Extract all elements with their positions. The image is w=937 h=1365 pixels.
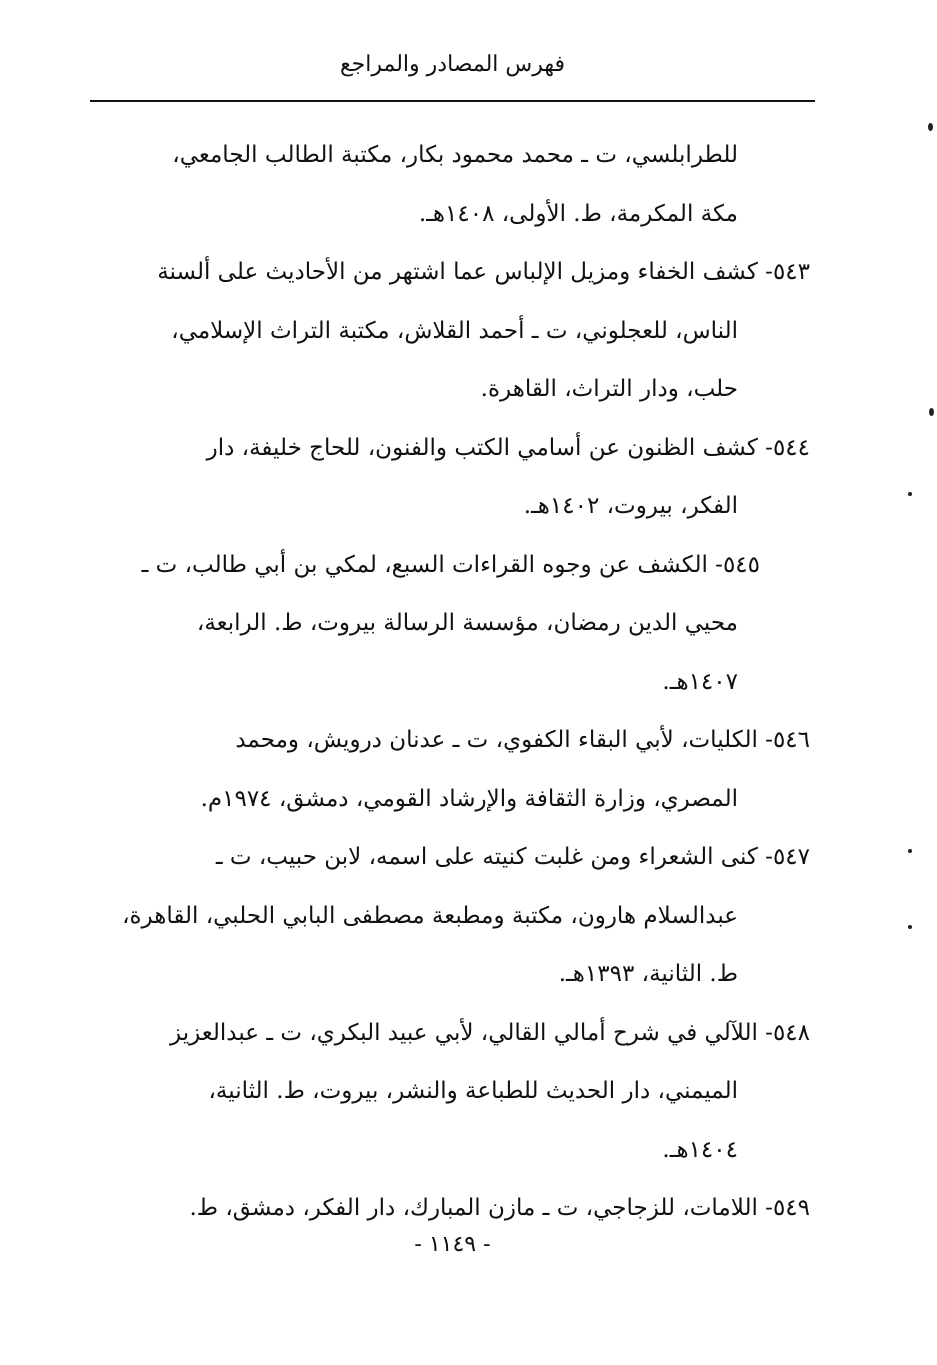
scan-speck (929, 408, 934, 416)
entry-first-line: ٥٤٧- كنى الشعراء ومن غلبت كنيته على اسمه، لابن حبيب، ت ـ (215, 844, 810, 870)
entry-line: حلب، ودار التراث، القاهرة. (480, 376, 738, 402)
entry-first-line: ٥٤٤- كشف الظنون عن أسامي الكتب والفنون، للحاج خليفة، دار (206, 434, 810, 461)
entry-line: للطرابلسي، ت ـ محمد محمود بكار، مكتبة الطالب الجامعي، (172, 142, 738, 168)
entry-first-line: ٥٤٥- الكشف عن وجوه القراءات السبع، لمكي بن أبي طالب، ت ـ (141, 551, 760, 578)
bibliography-entry-546 (95, 711, 810, 828)
scan-speck (928, 123, 933, 131)
entry-first-line: ٥٤٨- اللآلي في شرح أمالي القالي، لأبي عبيد البكري، ت ـ عبدالعزيز (170, 1019, 810, 1046)
running-title: فهرس المصادر والمراجع (339, 52, 566, 77)
header-rule (90, 100, 815, 102)
entry-first-line: ٥٤٩- اللامات، للزجاجي، ت ـ مازن المبارك، دار الفكر، دمشق، ط. (189, 1195, 810, 1221)
bibliography-entry-continued (95, 126, 810, 243)
entry-line: ط. الثانية، ١٣٩٣هـ. (558, 961, 738, 987)
entry-first-line: ٥٤٣- كشف الخفاء ومزيل الإلباس عما اشتهر من الأحاديث على ألسنة (157, 259, 810, 285)
bibliography-entry-547 (95, 828, 810, 1004)
page-number: - ١١٤٩ - (414, 1232, 491, 1257)
entry-line: مكة المكرمة، ط. الأولى، ١٤٠٨هـ. (418, 200, 738, 227)
entry-line: الفكر، بيروت، ١٤٠٢هـ. (523, 493, 738, 519)
scan-speck (908, 849, 912, 853)
bibliography-entry-545 (95, 536, 810, 712)
entry-line: محيي الدين رمضان، مؤسسة الرسالة بيروت، ط. الرابعة، (196, 610, 738, 636)
bibliography-entry-543 (95, 243, 810, 419)
entry-line: الناس، للعجلوني، ت ـ أحمد القلاش، مكتبة التراث الإسلامي، (171, 317, 738, 344)
entry-line: الميمني، دار الحديث للطباعة والنشر، بيروت، ط. الثانية، (208, 1078, 738, 1104)
entry-line: المصري، وزارة الثقافة والإرشاد القومي، دمشق، ١٩٧٤م. (200, 785, 738, 812)
scan-speck (908, 925, 912, 929)
bibliography-list (95, 126, 810, 1238)
entry-line: ١٤٠٧هـ. (662, 668, 738, 695)
entry-line: عبدالسلام هارون، مكتبة ومطبعة مصطفى البابي الحلبي، القاهرة، (122, 902, 738, 929)
entry-line: ١٤٠٤هـ. (662, 1136, 738, 1163)
scan-speck (908, 492, 912, 496)
entry-first-line: ٥٤٦- الكليات، لأبي البقاء الكفوي، ت ـ عدنان درويش، ومحمد (235, 727, 810, 753)
bibliography-entry-548 (95, 1004, 810, 1180)
bibliography-entry-544 (95, 419, 810, 536)
bibliography-entry-549 (95, 1179, 810, 1238)
